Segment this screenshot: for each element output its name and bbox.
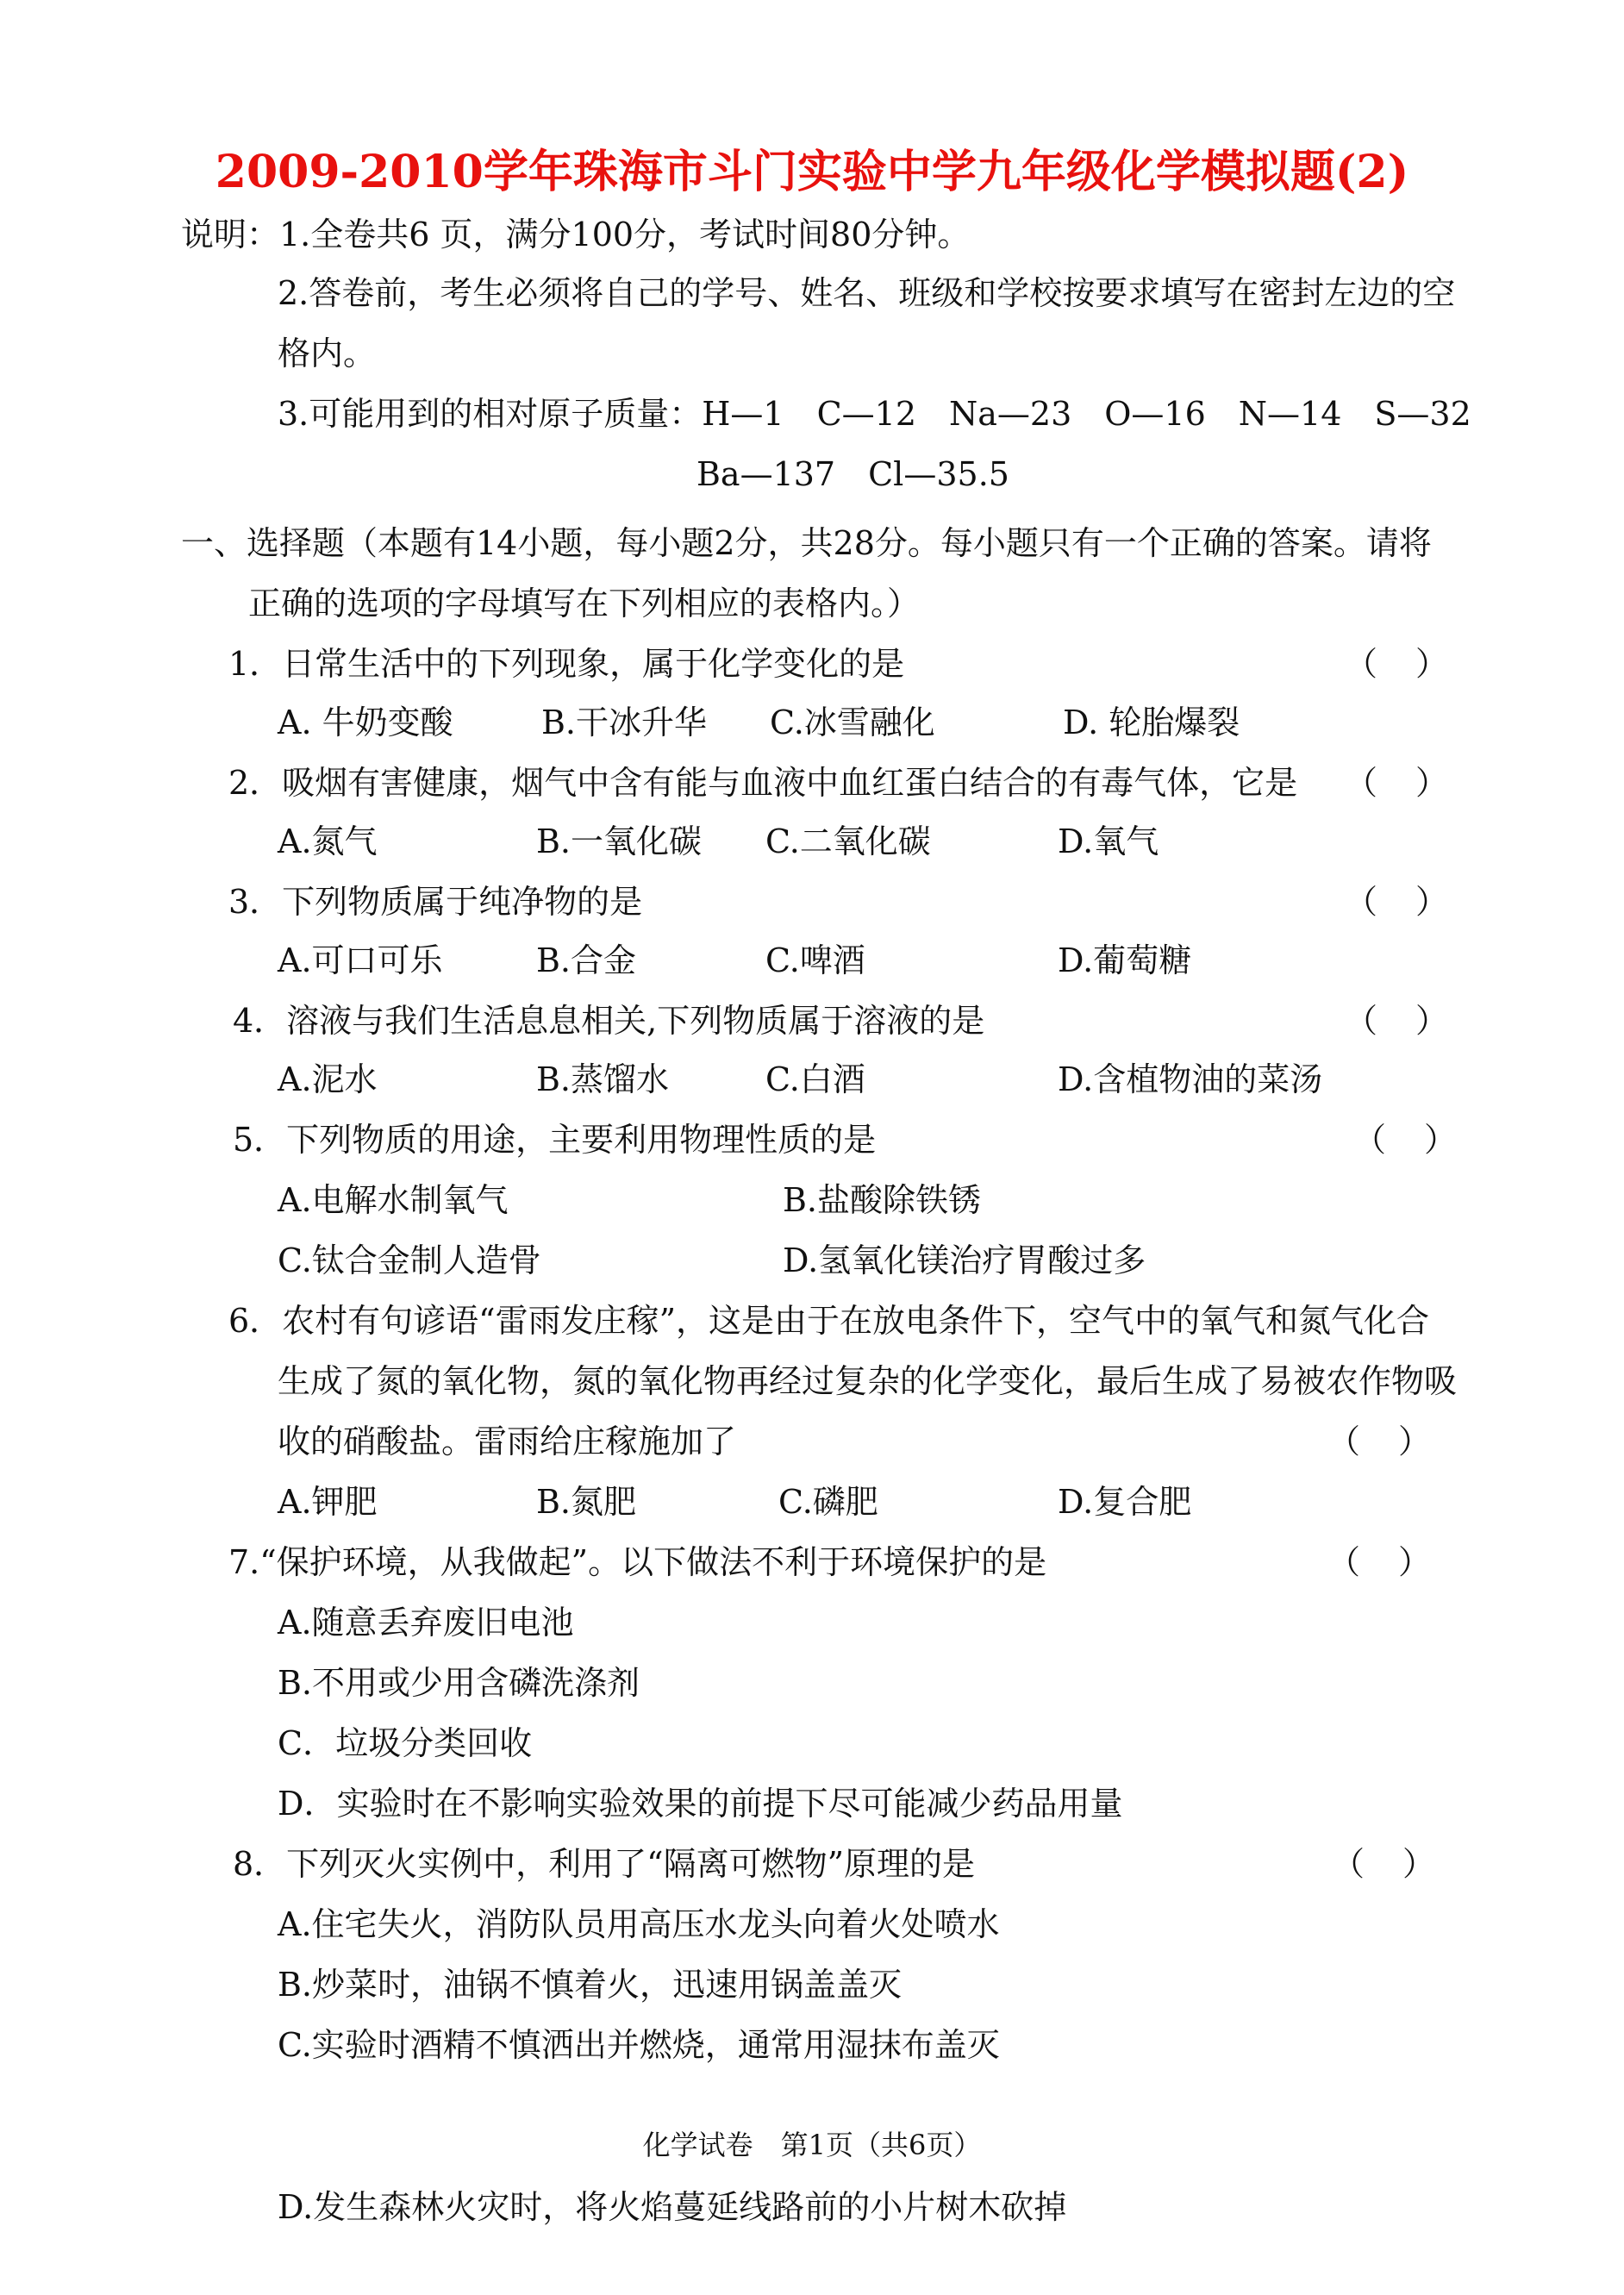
q2-option-c: C.二氧化碳 (765, 822, 931, 860)
answer-blank-8[interactable]: （ ） (1332, 1845, 1435, 1883)
q5-option-c: C.钛合金制人造骨 (278, 1241, 541, 1279)
q2-option-d: D.氧气 (1058, 822, 1159, 860)
q3-option-d: D.葡萄糖 (1058, 941, 1192, 979)
note-2b: 格内。 (278, 335, 377, 372)
q6-option-d: D.复合肥 (1058, 1483, 1192, 1521)
page-footer: 化学试卷 第1页（共6页） (642, 2129, 982, 2161)
q5-option-d: D.氢氧化镁治疗胃酸过多 (783, 1241, 1146, 1279)
question-3-stem: 3．下列物质属于纯净物的是 (228, 883, 643, 921)
q1-option-a: A. 牛奶变酸 (278, 704, 453, 741)
q8-option-d: D.发生森林火灾时，将火焰蔓延线路前的小片树木砍掉 (278, 2188, 1067, 2226)
answer-blank-5[interactable]: （ ） (1353, 1121, 1457, 1159)
q4-option-a: A.泥水 (278, 1060, 378, 1098)
answer-blank-2[interactable]: （ ） (1345, 764, 1448, 802)
section-heading: 一、选择题（本题有14小题，每小题2分，共28分。每小题只有一个正确的答案。请将 (181, 524, 1432, 562)
section-heading-cont: 正确的选项的字母填写在下列相应的表格内。） (248, 585, 921, 622)
note-2a: 2.答卷前，考生必须将自己的学号、姓名、班级和学校按要求填写在密封左边的空 (278, 274, 1456, 312)
q3-option-b: B.合金 (536, 941, 637, 979)
question-2-stem: 2．吸烟有害健康，烟气中含有能与血液中血红蛋白结合的有毒气体，它是 (228, 764, 1298, 802)
q4-option-c: C.白酒 (765, 1060, 865, 1098)
question-7-stem: 7.“保护环境，从我做起”。以下做法不利于环境保护的是 (228, 1543, 1047, 1581)
q1-option-d: D. 轮胎爆裂 (1063, 704, 1240, 741)
q2-option-a: A.氮气 (278, 822, 378, 860)
page-title: 2009-2010学年珠海市斗门实验中学九年级化学模拟题(2) (215, 146, 1409, 198)
note-3a: 3.可能用到的相对原子质量：H—1 C—12 Na—23 O—16 N—14 S—32 (278, 395, 1471, 433)
answer-blank-1[interactable]: （ ） (1345, 645, 1448, 683)
question-5-stem: 5．下列物质的用途，主要利用物理性质的是 (233, 1121, 877, 1159)
question-6-stem: 6．农村有句谚语“雷雨发庄稼”，这是由于在放电条件下，空气中的氧气和氮气化合 (228, 1302, 1430, 1340)
q2-option-b: B.一氧化碳 (536, 822, 703, 860)
q5-option-a: A.电解水制氧气 (278, 1181, 509, 1219)
q4-option-d: D.含植物油的菜汤 (1058, 1060, 1323, 1098)
q6-option-a: A.钾肥 (278, 1483, 378, 1521)
q7-option-d: D．实验时在不影响实验效果的前提下尽可能减少药品用量 (278, 1785, 1123, 1823)
answer-blank-4[interactable]: （ ） (1345, 1002, 1448, 1040)
q6-option-b: B.氮肥 (536, 1483, 637, 1521)
q6-option-c: C.磷肥 (778, 1483, 878, 1521)
question-4-stem: 4．溶液与我们生活息息相关,下列物质属于溶液的是 (233, 1002, 985, 1040)
question-1-stem: 1．日常生活中的下列现象，属于化学变化的是 (228, 645, 905, 683)
q7-option-c: C．垃圾分类回收 (278, 1724, 533, 1762)
answer-blank-3[interactable]: （ ） (1345, 883, 1448, 921)
question-6-stem-cont-2: 收的硝酸盐。雷雨给庄稼施加了 (278, 1423, 737, 1460)
q3-option-a: A.可口可乐 (278, 941, 443, 979)
q7-option-a: A.随意丢弃废旧电池 (278, 1604, 574, 1642)
q8-option-b: B.炒菜时，油锅不慎着火，迅速用锅盖盖灭 (278, 1966, 903, 2004)
answer-blank-7[interactable]: （ ） (1327, 1543, 1431, 1581)
question-8-stem: 8．下列灭火实例中，利用了“隔离可燃物”原理的是 (233, 1845, 976, 1883)
q1-option-c: C.冰雪融化 (770, 704, 935, 741)
note-3b: Ba—137 Cl—35.5 (696, 455, 1009, 493)
question-6-stem-cont-1: 生成了氮的氧化物，氮的氧化物再经过复杂的化学变化，最后生成了易被农作物吸 (278, 1362, 1458, 1400)
q7-option-b: B.不用或少用含磷洗涤剂 (278, 1664, 640, 1702)
q8-option-a: A.住宅失火，消防队员用高压水龙头向着火处喷水 (278, 1905, 1000, 1943)
q3-option-c: C.啤酒 (765, 941, 865, 979)
q1-option-b: B.干冰升华 (541, 704, 708, 741)
note-1: 说明：1.全卷共6 页，满分100分，考试时间80分钟。 (181, 216, 971, 253)
q8-option-c: C.实验时酒精不慎洒出并燃烧，通常用湿抹布盖灭 (278, 2026, 1000, 2064)
answer-blank-6[interactable]: （ ） (1327, 1423, 1431, 1460)
q4-option-b: B.蒸馏水 (536, 1060, 670, 1098)
q5-option-b: B.盐酸除铁锈 (783, 1181, 982, 1219)
